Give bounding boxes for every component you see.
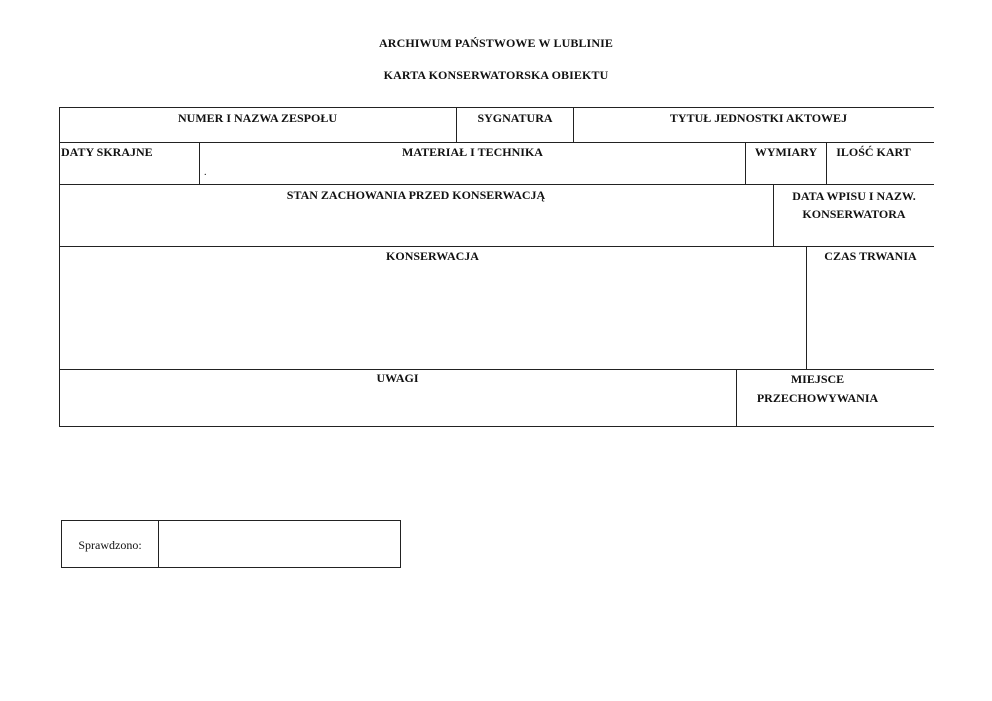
sprawdzono-field[interactable] [159,521,400,567]
miejsce-label-line1: MIEJSCE [790,372,845,386]
uwagi-label: UWAGI [376,371,419,385]
ilosc-kart-label: ILOŚĆ KART [836,145,911,159]
stan-zachowania-cell[interactable] [59,184,773,246]
miejsce-label-line2: PRZECHOWYWANIA [756,391,879,405]
sprawdzono-label: Sprawdzono: [62,521,159,567]
form-row-4 [59,246,934,369]
sygnatura-label: SYGNATURA [477,111,553,125]
konserwacja-cell[interactable] [59,246,806,369]
form-row-1 [59,107,934,142]
material-technika-label: MATERIAŁ I TECHNIKA [402,145,543,159]
data-wpisu-label-line2: KONSERWATORA [802,207,906,221]
material-mark: . [204,167,207,178]
document-title: KARTA KONSERWATORSKA OBIEKTU [383,68,609,82]
form-bottom-border [59,426,934,427]
data-wpisu-cell[interactable] [773,184,934,246]
czas-trwania-label: CZAS TRWANIA [824,249,917,263]
ilosc-kart-cell[interactable] [826,142,934,184]
stan-zachowania-label: STAN ZACHOWANIA PRZED KONSERWACJĄ [286,188,546,202]
material-technika-cell[interactable] [199,142,745,184]
wymiary-label: WYMIARY [754,145,818,159]
form-row-5 [59,369,934,426]
uwagi-cell[interactable] [59,369,736,426]
daty-skrajne-cell[interactable] [59,142,199,184]
sygnatura-cell[interactable] [456,107,573,142]
institution-title: ARCHIWUM PAŃSTWOWE W LUBLINIE [379,36,613,50]
wymiary-cell[interactable] [745,142,826,184]
form-row-3 [59,184,934,246]
miejsce-przechowywania-cell[interactable] [736,369,934,426]
numer-nazwa-zespolu-cell[interactable] [59,107,456,142]
daty-skrajne-label: DATY SKRAJNE [61,145,153,159]
conservation-form-table [59,107,934,427]
form-row-2 [59,142,934,184]
tytul-jednostki-label: TYTUŁ JEDNOSTKI AKTOWEJ [669,111,848,125]
data-wpisu-label-line1: DATA WPISU I NAZW. [792,189,916,203]
konserwacja-label: KONSERWACJA [386,249,479,263]
sprawdzono-box [61,520,401,568]
tytul-jednostki-cell[interactable] [573,107,934,142]
numer-nazwa-zespolu-label: NUMER I NAZWA ZESPOŁU [177,111,338,125]
czas-trwania-cell[interactable] [806,246,934,369]
